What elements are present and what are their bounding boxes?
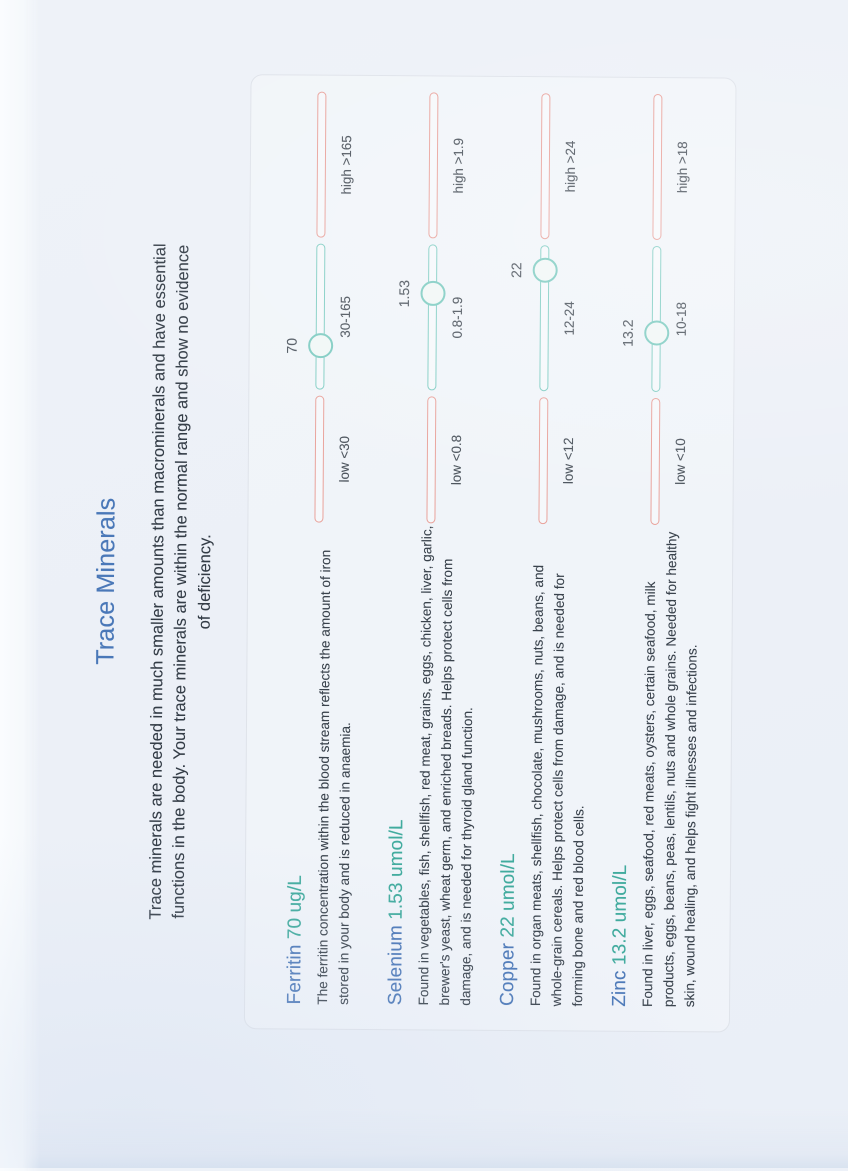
high-range-label: high >165 — [338, 135, 355, 195]
mineral-heading — [284, 524, 309, 1004]
high-range-segment — [653, 94, 663, 240]
range-slider — [611, 94, 710, 526]
low-range-segment — [315, 395, 325, 522]
value-marker-icon — [644, 321, 669, 346]
slider-track — [508, 93, 551, 524]
high-range-segment — [317, 92, 327, 238]
mineral-name: Ferritin — [283, 944, 306, 1005]
normal-range-label: 12-24 — [562, 301, 578, 336]
mineral-heading — [497, 526, 522, 1006]
normal-range-segment — [283, 244, 326, 390]
mineral-name: Zinc — [609, 970, 631, 1007]
slider-track — [396, 92, 439, 523]
range-slider — [387, 92, 486, 524]
report-content — [88, 0, 848, 1171]
mineral-info — [497, 526, 592, 1007]
normal-range-segment — [508, 245, 550, 391]
mineral-heading — [609, 527, 634, 1007]
mineral-section-copper — [487, 93, 605, 1007]
high-range-label: high >1.9 — [450, 137, 467, 194]
low-range-segment — [427, 396, 437, 523]
high-range-label: high >24 — [563, 140, 579, 193]
low-range-label: low <30 — [336, 435, 353, 483]
slider-track — [283, 92, 327, 523]
mineral-info — [609, 527, 704, 1008]
mineral-section-selenium — [375, 92, 493, 1006]
minerals-card — [244, 74, 737, 1032]
mineral-value-unit: 22 umol/L — [497, 853, 520, 938]
mineral-heading — [385, 525, 410, 1005]
value-label: 70 — [283, 337, 300, 354]
normal-range-label: 30-165 — [337, 295, 354, 338]
value-marker-icon — [532, 258, 557, 283]
mineral-description: The ferritin concentration within the blood stream reflects the amount of iron stored in your body and is reduced in anaemia. — [314, 549, 353, 1005]
low-range-segment — [651, 398, 661, 525]
normal-range-label: 0.8-1.9 — [449, 296, 466, 339]
low-range-segment — [539, 397, 549, 524]
range-labels — [561, 93, 579, 524]
value-label: 1.53 — [396, 280, 413, 308]
low-range-label: low <0.8 — [448, 434, 465, 486]
mineral-info — [284, 524, 358, 1004]
range-slider — [275, 91, 374, 523]
mineral-description: Found in liver, eggs, seafood, red meats, oysters, certain seafood, milk products, eggs, beans, peas, lentils, nuts and whole grains. Needed for healthy skin, wound healing, and helps fight illnesses and infections. — [640, 531, 700, 1008]
mineral-value-unit: 13.2 umol/L — [609, 864, 632, 966]
value-marker-icon — [420, 281, 445, 306]
normal-range-segment — [396, 245, 438, 391]
low-range-label: low <12 — [560, 437, 577, 485]
normal-range-label: 10-18 — [673, 302, 690, 337]
high-range-segment — [541, 93, 551, 239]
value-label: 22 — [508, 262, 525, 279]
value-label: 13.2 — [619, 319, 637, 347]
intro-paragraph: Trace minerals are needed in much smaller amounts than macrominerals and have essential functions in the body. Your trace minerals are within the normal range and show no evidence of deficiency. — [146, 243, 215, 920]
mineral-info — [385, 525, 480, 1006]
low-range-label: low <10 — [672, 438, 689, 485]
mineral-value-unit: 1.53 umol/L — [386, 819, 408, 920]
range-labels — [337, 92, 355, 523]
range-labels — [449, 93, 467, 524]
mineral-name: Selenium — [385, 925, 407, 1006]
mineral-section-ferritin — [263, 91, 381, 1005]
range-labels — [673, 94, 691, 525]
high-range-label: high >18 — [674, 141, 691, 194]
normal-range-segment — [619, 246, 662, 392]
mineral-value-unit: 70 ug/L — [284, 874, 306, 940]
mineral-description: Found in organ meats, shellfish, chocolate, mushrooms, nuts, beans, and whole-grain cereals. Helps protect cells from damage, and is needed for forming bone and red blood cells. — [528, 564, 587, 1007]
slider-track — [619, 94, 663, 525]
mineral-section-zinc — [599, 94, 717, 1008]
value-marker-icon — [308, 333, 333, 358]
page-title: Trace Minerals — [91, 497, 121, 665]
mineral-name: Copper — [497, 942, 519, 1007]
mineral-description: Found in vegetables, fish, shellfish, red meat, grains, eggs, chicken, liver, garlic, brewer's yeast, wheat germ, and enriched breads. Helps protect cells from damage, and is needed for thyroid gland function. — [416, 525, 476, 1006]
range-slider — [499, 93, 598, 525]
high-range-segment — [429, 92, 439, 238]
